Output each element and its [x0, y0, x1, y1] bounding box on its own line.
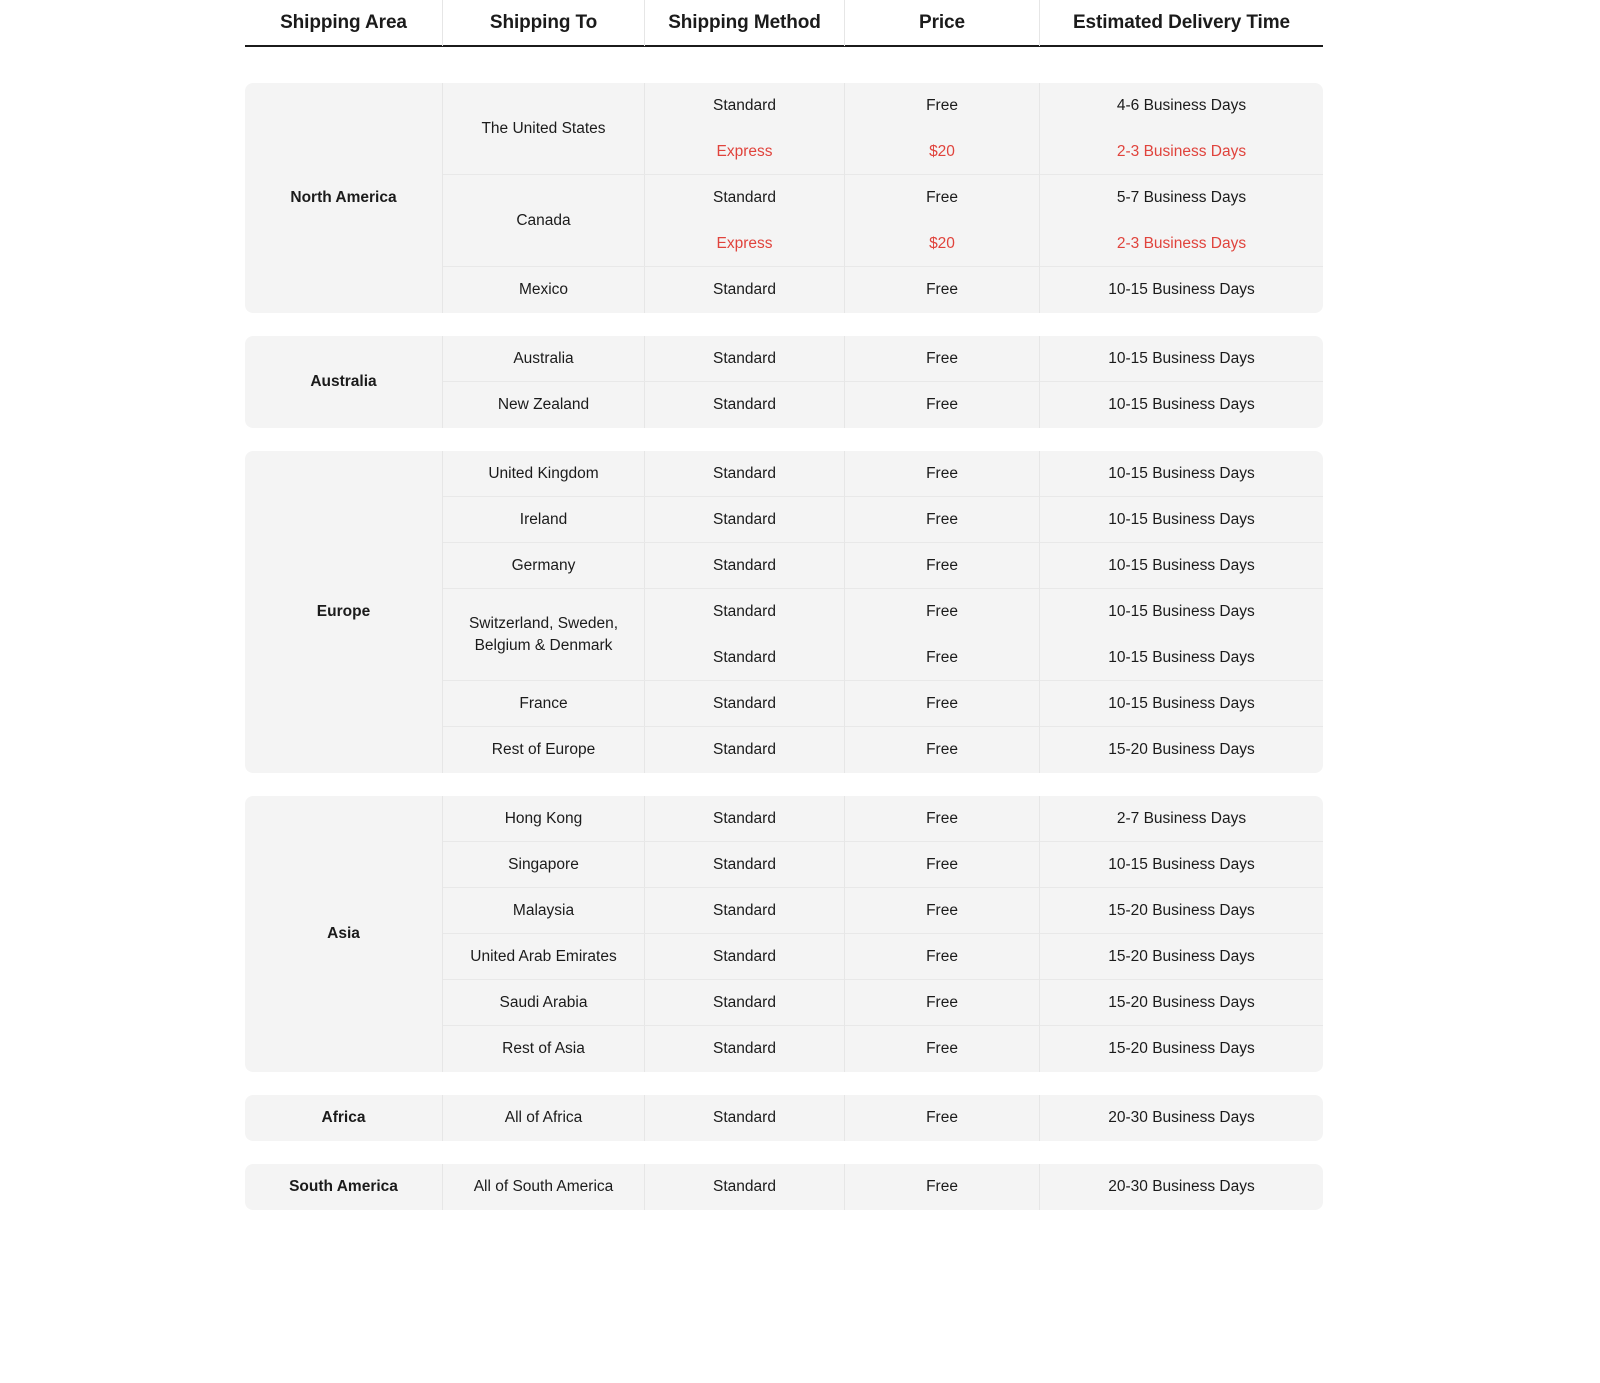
shipping-area-section — [245, 336, 1323, 428]
destination-name: Singapore — [443, 842, 645, 887]
price-value: Free — [845, 83, 1040, 129]
shipping-option-stack — [645, 175, 1323, 266]
destination-name: Saudi Arabia — [443, 980, 645, 1025]
shipping-option-row — [645, 934, 1323, 980]
shipping-method-value: Standard — [645, 727, 845, 773]
column-header-estimated-delivery-time: Estimated Delivery Time — [1072, 11, 1290, 33]
shipping-method-value: Standard — [645, 175, 845, 221]
shipping-method-value: Standard — [645, 1095, 845, 1141]
table-row — [443, 796, 1323, 842]
destination-name: United Arab Emirates — [443, 934, 645, 979]
shipping-area-label: South America — [245, 1164, 443, 1210]
shipping-method-value: Standard — [645, 382, 845, 428]
table-row — [443, 1095, 1323, 1141]
price-value: Free — [845, 796, 1040, 842]
shipping-option-stack — [645, 980, 1323, 1025]
shipping-method-value: Standard — [645, 1026, 845, 1072]
shipping-option-stack — [645, 451, 1323, 496]
price-value: Free — [845, 888, 1040, 934]
shipping-method-value: Standard — [645, 589, 845, 635]
estimated-delivery-value: 2-3 Business Days — [1116, 143, 1247, 160]
shipping-area-label: Africa — [245, 1095, 443, 1141]
estimated-delivery-value: 20-30 Business Days — [1108, 1178, 1255, 1195]
table-row — [443, 681, 1323, 727]
price-value: Free — [845, 1026, 1040, 1072]
price-value: Free — [845, 382, 1040, 428]
table-row — [443, 980, 1323, 1026]
shipping-area-section — [245, 83, 1323, 313]
destination-list — [443, 83, 1323, 313]
destination-name: Canada — [443, 175, 645, 266]
shipping-option-row — [645, 267, 1323, 313]
table-row — [443, 336, 1323, 382]
shipping-option-stack — [645, 382, 1323, 428]
destination-name: Malaysia — [443, 888, 645, 933]
price-value: Free — [845, 589, 1040, 635]
shipping-option-row — [645, 497, 1323, 543]
shipping-method-value: Standard — [645, 934, 845, 980]
table-row — [443, 83, 1323, 175]
table-row — [443, 727, 1323, 773]
shipping-option-stack — [645, 934, 1323, 979]
price-value: Free — [845, 842, 1040, 888]
price-value: Free — [845, 451, 1040, 497]
destination-name: All of Africa — [443, 1095, 645, 1141]
destination-name: United Kingdom — [443, 451, 645, 496]
destination-list — [443, 1164, 1323, 1210]
shipping-method-value: Standard — [645, 543, 845, 589]
estimated-delivery-value: 20-30 Business Days — [1108, 1109, 1255, 1126]
price-value: Free — [845, 980, 1040, 1026]
table-row — [443, 451, 1323, 497]
shipping-option-stack — [645, 543, 1323, 588]
destination-name: Rest of Europe — [443, 727, 645, 773]
price-value: Free — [845, 543, 1040, 589]
estimated-delivery-value: 10-15 Business Days — [1108, 603, 1255, 620]
shipping-option-row — [645, 589, 1323, 635]
estimated-delivery-value: 10-15 Business Days — [1108, 856, 1255, 873]
price-value: Free — [845, 1095, 1040, 1141]
shipping-option-row — [645, 83, 1323, 129]
shipping-option-row — [645, 1164, 1323, 1210]
shipping-method-value: Express — [645, 221, 845, 267]
table-row — [443, 175, 1323, 267]
shipping-method-value: Standard — [645, 681, 845, 727]
shipping-option-stack — [645, 842, 1323, 887]
estimated-delivery-value: 2-3 Business Days — [1116, 235, 1247, 252]
destination-name: Australia — [443, 336, 645, 381]
price-value: Free — [845, 1164, 1040, 1210]
estimated-delivery-value: 10-15 Business Days — [1108, 557, 1255, 574]
estimated-delivery-value: 10-15 Business Days — [1108, 396, 1255, 413]
shipping-option-row — [645, 842, 1323, 888]
table-body — [245, 83, 1323, 1210]
shipping-option-stack — [645, 1164, 1323, 1210]
shipping-option-row — [645, 382, 1323, 428]
shipping-option-stack — [645, 589, 1323, 680]
price-value: Free — [845, 497, 1040, 543]
shipping-option-row — [645, 451, 1323, 497]
table-row — [443, 888, 1323, 934]
shipping-option-stack — [645, 1095, 1323, 1141]
destination-list — [443, 796, 1323, 1072]
shipping-option-stack — [645, 796, 1323, 841]
estimated-delivery-value: 15-20 Business Days — [1108, 948, 1255, 965]
price-value: Free — [845, 267, 1040, 313]
estimated-delivery-value: 15-20 Business Days — [1108, 902, 1255, 919]
shipping-method-value: Standard — [645, 796, 845, 842]
shipping-option-stack — [645, 888, 1323, 933]
shipping-method-value: Standard — [645, 842, 845, 888]
shipping-option-row — [645, 336, 1323, 382]
shipping-method-value: Standard — [645, 336, 845, 382]
shipping-option-row — [645, 129, 1323, 175]
shipping-option-row — [645, 635, 1323, 681]
destination-name: Ireland — [443, 497, 645, 542]
shipping-option-stack — [645, 336, 1323, 381]
shipping-option-row — [645, 1095, 1323, 1141]
estimated-delivery-value: 2-7 Business Days — [1116, 810, 1247, 827]
shipping-area-section — [245, 1095, 1323, 1141]
destination-name: All of South America — [443, 1164, 645, 1210]
shipping-method-value: Standard — [645, 635, 845, 681]
shipping-method-value: Standard — [645, 1164, 845, 1210]
destination-name: Rest of Asia — [443, 1026, 645, 1072]
estimated-delivery-value: 10-15 Business Days — [1108, 511, 1255, 528]
shipping-method-value: Standard — [645, 980, 845, 1026]
price-value: Free — [845, 336, 1040, 382]
destination-name: Germany — [443, 543, 645, 588]
shipping-option-stack — [645, 83, 1323, 174]
shipping-option-stack — [645, 727, 1323, 773]
price-value: $20 — [845, 221, 1040, 267]
column-header-shipping-method: Shipping Method — [645, 0, 845, 46]
table-row — [443, 543, 1323, 589]
column-header-shipping-area: Shipping Area — [245, 0, 443, 46]
table-row — [443, 842, 1323, 888]
shipping-option-stack — [645, 681, 1323, 726]
shipping-option-row — [645, 727, 1323, 773]
shipping-option-row — [645, 980, 1323, 1026]
table-row — [443, 497, 1323, 543]
shipping-option-row — [645, 175, 1323, 221]
destination-name: France — [443, 681, 645, 726]
price-value: Free — [845, 934, 1040, 980]
column-header-shipping-to: Shipping To — [443, 0, 645, 46]
table-row — [443, 1026, 1323, 1072]
shipping-method-value: Standard — [645, 267, 845, 313]
estimated-delivery-value: 10-15 Business Days — [1108, 465, 1255, 482]
destination-name: Mexico — [443, 267, 645, 313]
destination-list — [443, 451, 1323, 773]
shipping-option-row — [645, 221, 1323, 267]
shipping-option-row — [645, 888, 1323, 934]
estimated-delivery-value: 10-15 Business Days — [1108, 350, 1255, 367]
shipping-rates-table — [245, 0, 1323, 1233]
price-value: Free — [845, 635, 1040, 681]
destination-name: Switzerland, Sweden, Belgium & Denmark — [443, 589, 645, 680]
destination-list — [443, 1095, 1323, 1141]
price-value: Free — [845, 681, 1040, 727]
estimated-delivery-value: 15-20 Business Days — [1108, 994, 1255, 1011]
destination-name: New Zealand — [443, 382, 645, 428]
shipping-method-value: Express — [645, 129, 845, 175]
estimated-delivery-value: 10-15 Business Days — [1108, 695, 1255, 712]
table-header-row — [245, 0, 1323, 47]
shipping-method-value: Standard — [645, 497, 845, 543]
shipping-option-stack — [645, 497, 1323, 542]
shipping-method-value: Standard — [645, 83, 845, 129]
shipping-method-value: Standard — [645, 888, 845, 934]
shipping-method-value: Standard — [645, 451, 845, 497]
estimated-delivery-value: 10-15 Business Days — [1108, 281, 1255, 298]
shipping-option-row — [645, 681, 1323, 727]
column-header-price: Price — [845, 0, 1040, 46]
estimated-delivery-value: 5-7 Business Days — [1116, 189, 1247, 206]
estimated-delivery-value: 4-6 Business Days — [1116, 97, 1247, 114]
shipping-area-section — [245, 451, 1323, 773]
shipping-area-label: Australia — [245, 336, 443, 428]
table-row — [443, 589, 1323, 681]
table-row — [443, 934, 1323, 980]
estimated-delivery-value: 15-20 Business Days — [1108, 741, 1255, 758]
shipping-option-row — [645, 796, 1323, 842]
estimated-delivery-value: 15-20 Business Days — [1108, 1040, 1255, 1057]
shipping-area-section — [245, 1164, 1323, 1210]
shipping-area-section — [245, 796, 1323, 1072]
shipping-area-label: Europe — [245, 451, 443, 773]
destination-name: The United States — [443, 83, 645, 174]
destination-list — [443, 336, 1323, 428]
price-value: $20 — [845, 129, 1040, 175]
shipping-area-label: Asia — [245, 796, 443, 1072]
destination-name: Hong Kong — [443, 796, 645, 841]
shipping-option-stack — [645, 267, 1323, 313]
price-value: Free — [845, 727, 1040, 773]
shipping-option-row — [645, 1026, 1323, 1072]
table-row — [443, 1164, 1323, 1210]
estimated-delivery-value: 10-15 Business Days — [1108, 649, 1255, 666]
table-row — [443, 382, 1323, 428]
shipping-area-label: North America — [245, 83, 443, 313]
table-row — [443, 267, 1323, 313]
shipping-option-stack — [645, 1026, 1323, 1072]
price-value: Free — [845, 175, 1040, 221]
shipping-option-row — [645, 543, 1323, 589]
